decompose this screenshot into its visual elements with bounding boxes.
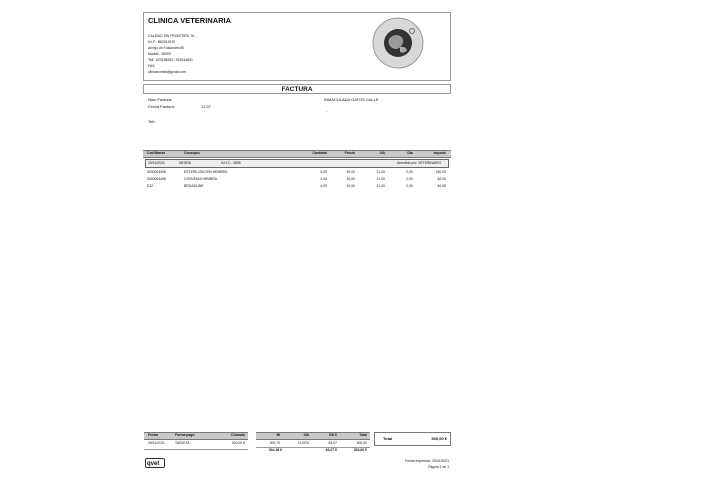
tax-base: 300,70 xyxy=(269,441,280,445)
tax-header-vat-amount: IVA € xyxy=(328,433,337,437)
tax-vat-amount: 63,07 xyxy=(328,441,337,445)
row-price: 10,00 xyxy=(346,184,355,188)
row-concept: ESTERILIZACION HEMBRA xyxy=(184,170,228,174)
document-title-box xyxy=(143,84,451,94)
visit-patient: NEGRA xyxy=(179,161,192,165)
visit-nhc: N.H.C.: 3895 xyxy=(221,161,241,165)
row-vat: 21,00 xyxy=(376,170,385,174)
row-amount: 40,00 xyxy=(437,177,446,181)
row-concept: BROADLINE xyxy=(184,184,204,188)
col-header-discount: Dto xyxy=(407,151,413,155)
row-discount: 0,00 xyxy=(406,170,413,174)
row-amount: 160,00 xyxy=(435,170,446,174)
qvet-logo xyxy=(145,458,165,468)
row-barcode: 0000003496 xyxy=(147,170,166,174)
row-qty: 4,00 xyxy=(320,184,327,188)
col-header-qty: Cantidad xyxy=(312,151,327,155)
pay-header-collected: Cobrado xyxy=(231,433,245,437)
phone-label: Telf.: xyxy=(148,119,157,124)
clinic-line: FAX: xyxy=(148,64,156,68)
tax-sum-total: 300,00 € xyxy=(353,448,367,452)
col-header-price: Precio xyxy=(344,151,355,155)
col-header-vat: IVA xyxy=(379,151,385,155)
invoice-page xyxy=(143,10,452,472)
clinic-line: clinicavvetsil@gmail.com xyxy=(148,70,186,74)
row-price: 39,00 xyxy=(346,170,355,174)
row-barcode: 0000003496 xyxy=(147,177,166,181)
col-header-barcode: Cod.Barras xyxy=(147,151,166,155)
pay-date: 29/11/2021 xyxy=(148,441,165,445)
row-qty: 4,00 xyxy=(320,170,327,174)
invoice-date-label: Fecha Factura: xyxy=(148,104,175,109)
clinic-line: N.I.F.: B82015370 xyxy=(148,40,176,44)
clinic-line: CALIDAD SIN FRONTERA, SL xyxy=(148,34,195,38)
clinic-logo xyxy=(372,17,424,69)
tax-sum-base: 304,18 € xyxy=(268,448,282,452)
clinic-line: Madrid - 28009 xyxy=(148,52,171,56)
tax-header-base: BI xyxy=(276,433,280,437)
tax-header-total: Total xyxy=(359,433,367,437)
clinic-line: Telf.: 623198262 / 915044691 xyxy=(148,58,193,62)
tax-total: 300,00 xyxy=(356,441,367,445)
clinic-header-box xyxy=(143,12,451,81)
tax-rate: 21,00% xyxy=(297,441,309,445)
row-vat: 21,00 xyxy=(376,177,385,181)
invoice-number-label: Núm Factura: xyxy=(148,97,173,102)
payments-divider xyxy=(144,449,248,450)
client-extra: - xyxy=(326,108,328,113)
col-header-concept: Concepto xyxy=(184,151,200,155)
pay-header-date: Fecha xyxy=(148,433,158,437)
row-vat: 21,00 xyxy=(376,184,385,188)
qvet-logo-text: qvet xyxy=(147,460,160,467)
client-name: INMACULADA GATOS CALLE xyxy=(324,97,379,102)
grand-total-value: 360,00 € xyxy=(431,436,447,441)
clinic-line: Arroyo de Fuslandrin 80 xyxy=(148,46,185,50)
page-number: Página 1 de 1 xyxy=(428,465,449,469)
row-barcode: E12 xyxy=(147,184,154,188)
grand-total-label: Total xyxy=(383,436,393,441)
row-discount: 0,00 xyxy=(406,177,413,181)
pay-collected: 300,00 € xyxy=(231,441,245,445)
row-discount: 0,00 xyxy=(406,184,413,188)
invoice-time: 13:37 xyxy=(201,104,212,109)
document-title: FACTURA xyxy=(281,86,313,93)
pay-method: TARJETA xyxy=(175,441,190,445)
row-qty: 4,00 xyxy=(320,177,327,181)
print-date: Fecha Impresión: 29/11/2021 xyxy=(405,459,449,463)
clinic-name: CLINICA VETERINARIA xyxy=(148,16,232,25)
tax-sum-vat: 63,07 € xyxy=(325,448,337,452)
visit-attended: Atendido por: VETERINARIO xyxy=(397,161,442,165)
visit-date: 29/11/2021 xyxy=(148,161,165,165)
row-amount: 40,00 xyxy=(437,184,446,188)
pay-header-method: Forma pago xyxy=(175,433,195,437)
tax-header-vat: IVA xyxy=(303,433,309,437)
row-concept: CONVENIA HEMBRA xyxy=(184,177,217,181)
row-price: 10,00 xyxy=(346,177,355,181)
col-header-amount: Importe xyxy=(433,151,446,155)
